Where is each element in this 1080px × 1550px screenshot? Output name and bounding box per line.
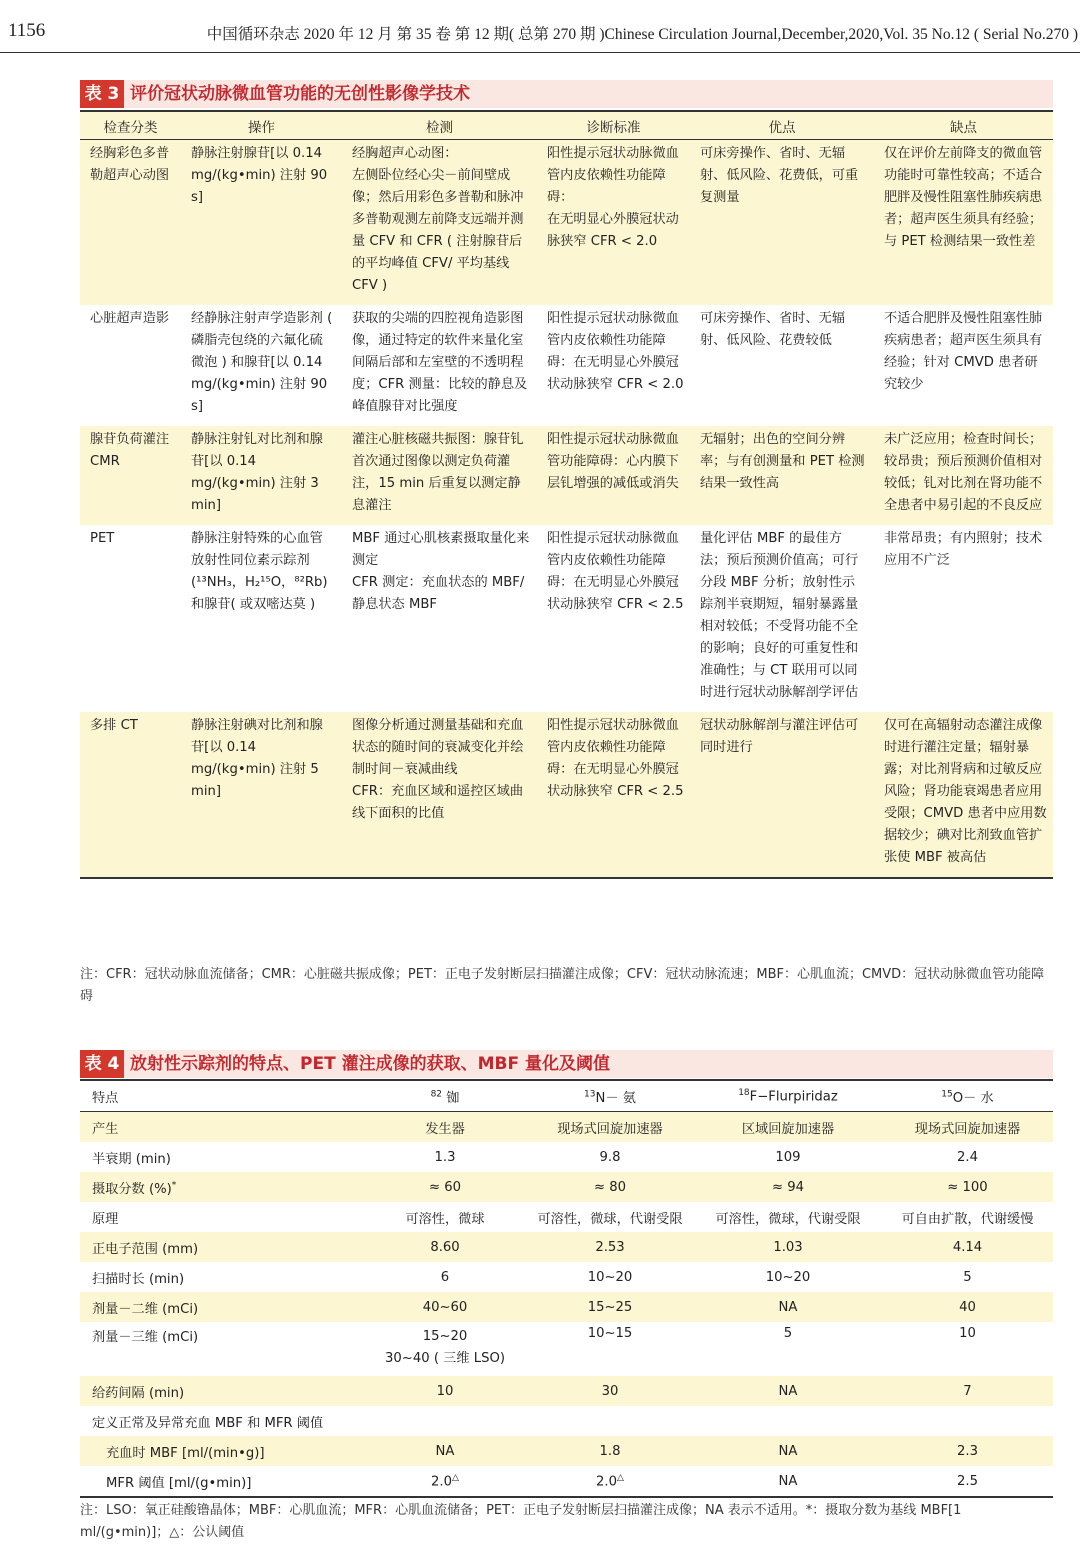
table3-cell: 静脉注射特殊的心血管放射性同位素示踪剂(¹³NH₃，H₂¹⁵O，⁸²Rb) 和腺苷( 或双嘧达莫 ) <box>181 525 342 712</box>
table3 <box>80 110 1053 879</box>
cell-value: NA <box>435 1443 455 1459</box>
table3-col-header: 操作 <box>181 111 342 140</box>
cell-value: 15~25 <box>587 1299 633 1315</box>
table4-cell <box>882 1376 1053 1406</box>
tracer-name: O－ 水 <box>952 1090 994 1106</box>
table3-row <box>80 426 1053 525</box>
table3-cell: 腺苷负荷灌注 CMR <box>80 426 181 525</box>
table3-note: 注：CFR：冠状动脉血流储备；CMR：心脏磁共振成像；PET：正电子发射断层扫描灌注成像；CFV：冠状动脉流速；MBF：心肌血流；CMVD：冠状动脉微血管功能障碍 <box>80 967 1045 1004</box>
table4-cell <box>694 1262 882 1292</box>
table4-row-label <box>80 1262 364 1292</box>
row-label-text: 扫描时长 (min) <box>92 1271 185 1287</box>
table3-col-header: 诊断标准 <box>537 111 690 140</box>
table4-cell <box>526 1112 694 1143</box>
table4-row-label <box>80 1112 364 1143</box>
table4-cell <box>882 1112 1053 1143</box>
table4-cell <box>364 1142 526 1172</box>
table4-cell <box>882 1322 1053 1376</box>
table4-row <box>80 1292 1053 1322</box>
row-label-text: 剂量－三维 (mCi) <box>92 1330 199 1345</box>
table3-row <box>80 140 1053 306</box>
cell-value: 发生器 <box>425 1121 465 1137</box>
table3-row <box>80 525 1053 712</box>
journal-running-head: 中国循环杂志 2020 年 12 月 第 35 卷 第 12 期( 总第 270 期 )Chinese Circulation Journal,December,2020,Vol. 35 No.12 ( Serial No.270 ) <box>206 26 1078 43</box>
table4-cell <box>694 1436 882 1466</box>
table4-cell <box>526 1322 694 1376</box>
cell-value: NA <box>778 1473 798 1489</box>
table4-col-header <box>694 1080 882 1112</box>
table4-cell <box>882 1292 1053 1322</box>
row-label-text: 半衰期 (min) <box>92 1151 171 1167</box>
cell-value: 40 <box>959 1299 976 1315</box>
table4-cell <box>694 1202 882 1232</box>
table4-cell <box>364 1202 526 1232</box>
tracer-name: F−Flurpiridaz <box>749 1089 838 1105</box>
table3-cell: 冠状动脉解剖与灌注评估可同时进行 <box>690 712 874 878</box>
table3-cell: 可床旁操作、省时、无辐射、低风险、花费较低 <box>690 305 874 426</box>
cell-value: 15~20 <box>422 1329 468 1344</box>
table3-cell: PET <box>80 525 181 712</box>
cell-value: NA <box>778 1383 798 1399</box>
table4-cell <box>882 1202 1053 1232</box>
table4-row <box>80 1376 1053 1406</box>
table4-cell <box>882 1262 1053 1292</box>
table4-cell <box>364 1292 526 1322</box>
table4-row <box>80 1142 1053 1172</box>
cell-value: 10 <box>959 1326 976 1341</box>
cell-value: 10 <box>436 1383 454 1399</box>
table3-cell: 非常昂贵；有内照射；技术应用不广泛 <box>874 525 1053 712</box>
cell-value: 2.53 <box>595 1239 625 1255</box>
cell-value: 10~20 <box>587 1269 633 1285</box>
table4-cell <box>882 1466 1053 1497</box>
table3-cell: 未广泛应用；检查时间长；较昂贵；预后预测价值相对较低；钆对比剂在肾功能不全患者中易引起的不良反应 <box>874 426 1053 525</box>
table4-cell <box>882 1232 1053 1262</box>
table3-row <box>80 712 1053 878</box>
table4-cell <box>364 1376 526 1406</box>
table4-row <box>80 1172 1053 1202</box>
table4-cell <box>364 1322 526 1376</box>
table3-cell: 经静脉注射声学造影剂 ( 磷脂壳包绕的六氟化硫微泡 ) 和腺苷[以 0.14 mg/(kg•min) 注射 90 s] <box>181 305 342 426</box>
table4-cell <box>526 1436 694 1466</box>
cell-value: 1.3 <box>434 1149 456 1165</box>
table3-cell: 可床旁操作、省时、无辐射、低风险、花费低，可重复测量 <box>690 140 874 306</box>
cell-value: 1.03 <box>773 1239 803 1255</box>
table4-cell <box>694 1142 882 1172</box>
table4-cell <box>694 1292 882 1322</box>
table4-cell <box>526 1262 694 1292</box>
cell-value: 2.5 <box>957 1473 978 1489</box>
table4-row-label <box>80 1202 364 1232</box>
cell-value: 2.0 <box>596 1474 618 1490</box>
cell-value: 1.8 <box>599 1443 621 1459</box>
table3-cell: 量化评估 MBF 的最佳方法；预后预测价值高；可行分段 MBF 分析；放射性示踪剂半衰期短，辐射暴露量相对较低；不受肾功能不全的影响；良好的可重复性和准确性；与 CT 联用可以同时进行冠状动脉解剖学评估 <box>690 525 874 712</box>
table3-cell: 阳性提示冠状动脉微血管功能障碍：心内膜下层钆增强的减低或消失 <box>537 426 690 525</box>
table4-row-label <box>80 1376 364 1406</box>
table4-row-label <box>80 1142 364 1172</box>
table4-row-label <box>80 1406 1053 1436</box>
table3-col-header: 检查分类 <box>80 111 181 140</box>
cell-value: 109 <box>775 1149 801 1165</box>
table4-cell <box>882 1172 1053 1202</box>
table4-row-label <box>80 1172 364 1202</box>
table3-cell: 经胸超声心动图： 左侧卧位经心尖－前间壁成像；然后用彩色多普勒和脉冲多普勒观测左前降支远端并测量 CFV 和 CFR ( 注射腺苷后的平均峰值 CFV/ 平均基线 CFV ) <box>342 140 537 306</box>
page-number: 1156 <box>8 20 46 41</box>
table3-cell: 阳性提示冠状动脉微血管内皮依赖性功能障碍：在无明显心外膜冠状动脉狭窄 CFR < 2.5 <box>537 525 690 712</box>
table4-cell <box>526 1172 694 1202</box>
table3-caption <box>80 80 1053 108</box>
table4-col-header: 特点 <box>80 1080 364 1112</box>
table4-cell <box>526 1292 694 1322</box>
accepted-threshold-mark: △ <box>452 1472 459 1483</box>
cell-value: 2.0 <box>431 1474 453 1490</box>
isotope-mass: 82 <box>430 1089 443 1100</box>
isotope-mass: 13 <box>584 1089 596 1100</box>
cell-value: 区域回旋加速器 <box>741 1121 835 1137</box>
table3-cell: 灌注心脏核磁共振图：腺苷钆首次通过图像以测定负荷灌注，15 min 后重复以测定静息灌注 <box>342 426 537 525</box>
table4-cell <box>526 1466 694 1497</box>
table4-cell <box>364 1172 526 1202</box>
table4-cell <box>694 1376 882 1406</box>
table4-cell <box>364 1262 526 1292</box>
table3-cell: 静脉注射碘对比剂和腺苷[以 0.14 mg/(kg•min) 注射 5 min] <box>181 712 342 878</box>
table4-row <box>80 1262 1053 1292</box>
table4-row <box>80 1202 1053 1232</box>
table3-cell: 仅在评价左前降支的微血管功能时可靠性较高；不适合肥胖及慢性阻塞性肺疾病患者；超声医生须具有经验；与 PET 检测结果一致性差 <box>874 140 1053 306</box>
table3-cell: MBF 通过心肌核素摄取量化来测定 CFR 测定：充血状态的 MBF/ 静息状态 MBF <box>342 525 537 712</box>
table3-cell: 获取的尖端的四腔视角造影图像，通过特定的软件来量化室间隔后部和左室壁的不透明程度；CFR 测量：比较的静息及峰值腺苷对比强度 <box>342 305 537 426</box>
row-label-text: 正电子范围 (mm) <box>92 1241 199 1257</box>
row-label-text: 充血时 MBF [ml/(min•g)] <box>106 1445 265 1461</box>
cell-value: 5 <box>963 1269 972 1285</box>
cell-value: NA <box>778 1443 798 1459</box>
table4-row <box>80 1112 1053 1143</box>
table3-cell: 图像分析通过测量基础和充血状态的随时间的衰减变化并绘制时间－衰减曲线 CFR：充血区域和遥控区域曲线下面积的比值 <box>342 712 537 878</box>
page-header <box>0 16 1080 53</box>
table4-col-header <box>364 1080 526 1112</box>
cell-value: ≈ 80 <box>593 1179 627 1195</box>
row-label-text: MFR 阈值 [ml/(g•min)] <box>106 1475 252 1491</box>
table3-cell: 阳性提示冠状动脉微血管内皮依赖性功能障碍：在无明显心外膜冠状动脉狭窄 CFR < 2.5 <box>537 712 690 878</box>
table4-cell <box>364 1436 526 1466</box>
cell-value: 现场式回旋加速器 <box>914 1121 1021 1137</box>
table4-cell <box>694 1172 882 1202</box>
cell-value: 40~60 <box>422 1299 468 1315</box>
row-label-text: 剂量－二维 (mCi) <box>92 1301 199 1317</box>
cell-value: 30 <box>601 1383 619 1399</box>
table3-cell: 多排 CT <box>80 712 181 878</box>
table3-cell: 心脏超声造影 <box>80 305 181 426</box>
cell-value: ≈ 94 <box>771 1179 805 1195</box>
table4-number: 表 4 <box>80 1050 124 1078</box>
cell-value: 可溶性，微球 <box>405 1211 485 1227</box>
table4-cell <box>364 1112 526 1143</box>
cell-value: 可自由扩散，代谢缓慢 <box>901 1211 1034 1227</box>
table4-title: 放射性示踪剂的特点、PET 灌注成像的获取、MBF 量化及阈值 <box>130 1054 610 1074</box>
cell-value: 2.3 <box>957 1443 978 1459</box>
table4-row <box>80 1406 1053 1436</box>
row-label-text: 定义正常及异常充血 MBF 和 MFR 阈值 <box>92 1415 324 1431</box>
table3-col-header: 检测 <box>342 111 537 140</box>
cell-value: 7 <box>963 1383 972 1399</box>
table4-row-label <box>80 1292 364 1322</box>
table3-number: 表 3 <box>80 80 124 108</box>
table3-cell: 不适合肥胖及慢性阻塞性肺疾病患者；超声医生须具有经验；针对 CMVD 患者研究较少 <box>874 305 1053 426</box>
table3-title: 评价冠状动脉微血管功能的无创性影像学技术 <box>130 84 470 104</box>
table4-cell <box>364 1466 526 1497</box>
table3-cell: 经胸彩色多普勒超声心动图 <box>80 140 181 306</box>
table3-cell: 阳性提示冠状动脉微血管内皮依赖性功能障碍： 在无明显心外膜冠状动脉狭窄 CFR < 2.0 <box>537 140 690 306</box>
table3-cell: 阳性提示冠状动脉微血管内皮依赖性功能障碍：在无明显心外膜冠状动脉狭窄 CFR < 2.0 <box>537 305 690 426</box>
table4-cell <box>526 1202 694 1232</box>
table4-header-row <box>80 1080 1053 1112</box>
cell-value: ≈ 100 <box>947 1179 988 1195</box>
table3-cell: 静脉注射钆对比剂和腺苷[以 0.14 mg/(kg•min) 注射 3 min] <box>181 426 342 525</box>
table4-row <box>80 1322 1053 1376</box>
table4-row-label <box>80 1466 364 1497</box>
table4-row <box>80 1436 1053 1466</box>
table4-cell <box>694 1466 882 1497</box>
table4-cell <box>882 1142 1053 1172</box>
cell-value: 10~15 <box>587 1326 633 1341</box>
accepted-threshold-mark: △ <box>617 1472 624 1483</box>
table4-cell <box>694 1232 882 1262</box>
table3-cell: 仅可在高辐射动态灌注成像时进行灌注定量；辐射暴露；对比剂肾病和过敏反应风险；肾功能衰竭患者应用受限；CMVD 患者中应用数据较少；碘对比剂致血管扩张使 MBF 被高估 <box>874 712 1053 878</box>
isotope-mass: 15 <box>941 1089 953 1100</box>
table4-row-label <box>80 1436 364 1466</box>
table4-row <box>80 1232 1053 1262</box>
cell-value: 8.60 <box>430 1239 460 1255</box>
isotope-mass: 18 <box>738 1087 750 1098</box>
cell-extra-value: 30~40 ( 三维 LSO) <box>385 1351 505 1366</box>
cell-value: 5 <box>783 1326 793 1341</box>
row-label-text: 给药间隔 (min) <box>92 1385 185 1401</box>
table4-row <box>80 1466 1053 1497</box>
cell-value: 现场式回旋加速器 <box>557 1121 663 1137</box>
table4-col-header <box>882 1080 1053 1112</box>
table3-col-header: 缺点 <box>874 111 1053 140</box>
cell-value: ≈ 60 <box>428 1179 462 1195</box>
table4-note: 注：LSO：氧正硅酸镥晶体；MBF：心肌血流；MFR：心肌血流储备；PET：正电子发射断层扫描灌注成像；NA 表示不适用。*：摄取分数为基线 MBF[1 ml/(g•min)]；△：公认阈值 <box>80 1503 962 1540</box>
table4-cell <box>526 1232 694 1262</box>
cell-value: 可溶性，微球，代谢受限 <box>537 1211 683 1227</box>
row-label-text: 原理 <box>92 1211 119 1227</box>
table4-cell <box>882 1436 1053 1466</box>
row-label-text: 摄取分数 (%) <box>92 1181 172 1197</box>
cell-value: 9.8 <box>599 1149 621 1165</box>
table4-cell <box>694 1112 882 1143</box>
cell-value: 6 <box>440 1269 450 1285</box>
table4-cell <box>694 1322 882 1376</box>
tracer-name: 铷 <box>442 1090 460 1106</box>
cell-value: NA <box>778 1299 798 1315</box>
footnote-mark: * <box>171 1180 177 1191</box>
table3-cell: 无辐射；出色的空间分辨率；与有创测量和 PET 检测结果一致性高 <box>690 426 874 525</box>
row-label-text: 产生 <box>92 1121 119 1137</box>
table4-caption <box>80 1050 1053 1078</box>
table4-row-label <box>80 1322 364 1376</box>
table3-col-header: 优点 <box>690 111 874 140</box>
table4-col-header <box>526 1080 694 1112</box>
table3-header-row <box>80 111 1053 140</box>
cell-value: 可溶性，微球，代谢受限 <box>715 1211 861 1227</box>
tracer-name: N－ 氨 <box>595 1090 636 1106</box>
table3-cell: 静脉注射腺苷[以 0.14 mg/(kg•min) 注射 90 s] <box>181 140 342 306</box>
table4-cell <box>526 1376 694 1406</box>
table4 <box>80 1079 1053 1498</box>
table3-row <box>80 305 1053 426</box>
table4-row-label <box>80 1232 364 1262</box>
cell-value: 4.14 <box>952 1239 983 1255</box>
table4-cell <box>364 1232 526 1262</box>
cell-value: 2.4 <box>957 1149 978 1165</box>
table4-cell <box>526 1142 694 1172</box>
cell-value: 10~20 <box>765 1269 811 1285</box>
